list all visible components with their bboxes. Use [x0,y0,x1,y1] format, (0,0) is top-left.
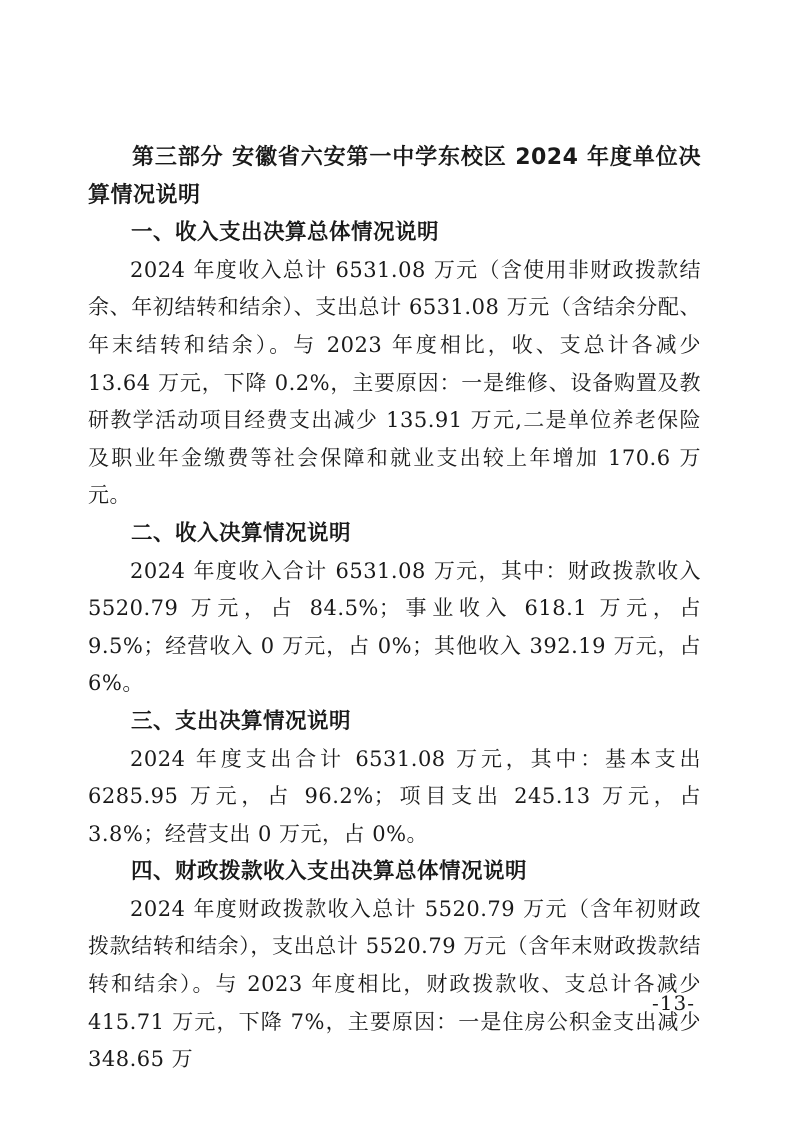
section-3-heading: 三、支出决算情况说明 [131,708,352,734]
section-4-paragraph-1: 2024 年度财政拨款收入总计 5520.79 万元（含年初财政拨款结转和结余），支出总计 5520.79 万元（含年末财政拨款结转和结余）。与 2023 年度相比，财政拨款收、支总计各减少 415.71 万元，下降 7%，主要原因：一是住房公积金支出减少 348.65 万 [88,896,701,1072]
section-1-heading: 一、收入支出决算总体情况说明 [131,220,440,246]
section-2-paragraph-1: 2024 年度收入合计 6531.08 万元，其中：财政拨款收入 5520.79 万元，占 84.5%；事业收入 618.1 万元，占 9.5%；经营收入 0 万元，占 0%；其他收入 392.19 万元，占 6%。 [88,558,701,696]
section-2-heading: 二、收入决算情况说明 [131,520,352,546]
page-number: -13- [652,991,695,1015]
part3-title: 第三部分 安徽省六安第一中学东校区 2024 年度单位决算情况说明 [88,145,701,208]
section-4-heading: 四、财政拨款收入支出决算总体情况说明 [131,859,528,885]
section-1-paragraph-1: 2024 年度收入总计 6531.08 万元（含使用非财政拨款结余、年初结转和结余）、支出总计 6531.08 万元（含结余分配、年末结转和结余）。与 2023 年度相比，收、支总计各减少 13.64 万元，下降 0.2%，主要原因：一是维修、设备购置及教研教学活动项目经费支出减少 135.91 万元,二是单位养老保险及职业年金缴费等社会保障和就业支出较上年增加 170.6 万元。 [88,257,701,508]
document-content [88,139,701,1079]
section-3-paragraph-1: 2024 年度支出合计 6531.08 万元，其中：基本支出 6285.95 万元，占 96.2%；项目支出 245.13 万元，占 3.8%；经营支出 0 万元，占 0%。 [88,746,701,846]
